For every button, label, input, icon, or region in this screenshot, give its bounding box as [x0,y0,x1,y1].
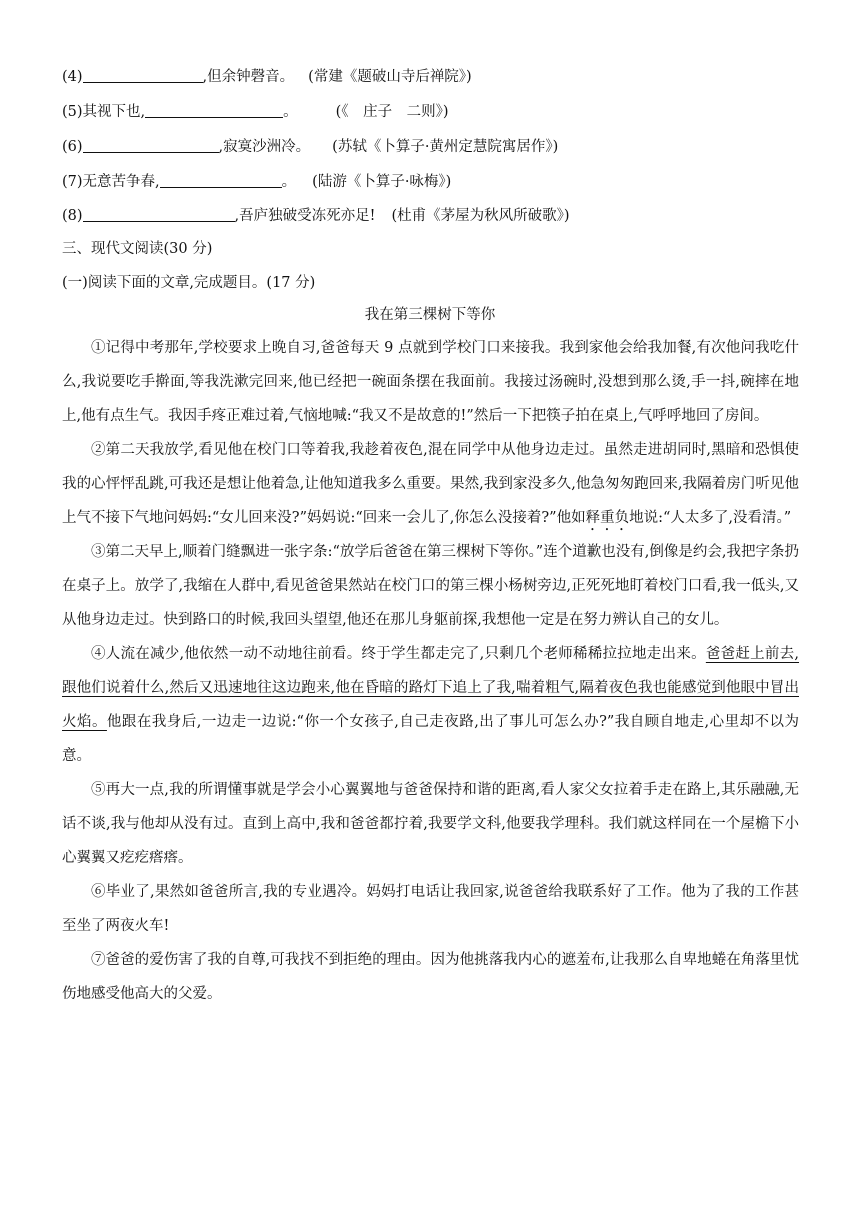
item-text: (5)其视下也, [62,104,146,120]
paragraph-4-text: ④人流在减少,他依然一动不动地往前看。终于学生都走完了,只剩几个老师稀稀拉拉地走出来。 [91,646,706,662]
section-heading: 三、现代文阅读(30 分) [62,241,213,257]
item-source: (杜甫《茅屋为秋风所破歌》) [391,208,570,224]
emphasized-phrase: 释重负 [585,510,630,526]
paragraph-5: ⑤再大一点,我的所谓懂事就是学会小心翼翼地与爸爸保持和谐的距离,看人家父女拉着手走在路上,其乐融融,无话不谈,我与他却从没有过。直到上高中,我和爸爸都拧着,我要学文科,他要我学理科。我们就这样同在一个屋檐下小心翼翼又疙疙瘩瘩。 [62,782,799,866]
paragraph-2-text: ②第二天我放学,看见他在校门口等着我,我趁着夜色,混在同学中从他身边走过。虽然走进胡同时,黑暗和恐惧使我的心怦怦乱跳,可我还是想让他着急,让他知道我多么重要。果然,我到家没多久,他急匆匆跑回来,我隔着房门听见他上气不接下气地问妈妈:“女儿回来没?”妈妈说:“回来一会儿了,你怎么没接着?”他如 [62,442,799,526]
item-number: (8) [62,208,83,224]
item-number: (4) [62,69,83,85]
item-text: ,寂寞沙洲冷。 [218,139,311,155]
item-text: ,吾庐独破受冻死亦足! [234,208,376,224]
item-source: (苏轼《卜算子·黄州定慧院寓居作》) [332,139,559,155]
paragraph-4 [62,637,799,773]
answer-blank[interactable] [160,173,282,188]
item-source: (陆游《卜算子·咏梅》) [312,174,452,190]
recitation-item-4 [62,67,472,87]
item-text: ,但余钟磬音。 [202,69,295,85]
recitation-item-6 [62,137,558,157]
item-text: (7)无意苦争春, [62,174,160,190]
paragraph-7: ⑦爸爸的爱伤害了我的自尊,可我找不到拒绝的理由。因为他挑落我内心的遮羞布,让我那么自卑地蜷在角落里忧伤地感受他高大的父爱。 [62,952,799,1002]
item-source: (常建《题破山寺后禅院》) [308,69,472,85]
answer-blank[interactable] [145,103,283,118]
item-source: (《 庄子 二则》) [335,104,449,120]
paragraph-4-text-end: 他跟在我身后,一边走一边说:“你一个女孩子,自己走夜路,出了事儿可怎么办?”我自顾自地走,心里却不以为意。 [62,714,800,764]
recitation-item-8 [62,206,570,226]
item-number: (6) [62,139,83,155]
answer-blank[interactable] [83,138,219,153]
answer-blank[interactable] [83,207,235,222]
paragraph-1: ①记得中考那年,学校要求上晚自习,爸爸每天 9 点就到学校门口来接我。我到家他会给我加餐,有次他问我吃什么,我说要吃手擀面,等我洗漱完回来,他已经把一碗面条摆在我面前。我接过汤碗时,没想到那么烫,手一抖,碗摔在地上,他有点生气。我因手疼正难过着,气恼地喊:“我又不是故意的!”然后一下把筷子拍在桌上,气呼呼地回了房间。 [62,340,799,424]
paragraph-3: ③第二天早上,顺着门缝飘进一张字条:“放学后爸爸在第三棵树下等你。”连个道歉也没有,倒像是约会,我把字条扔在桌子上。放学了,我缩在人群中,看见爸爸果然站在校门口的第三棵小杨树旁边,正死死地盯着校门口看,我一低头,又从他身边走过。快到路口的时候,我回头望望,他还在那儿身躯前探,我想他一定是在努力辨认自己的女儿。 [62,544,799,628]
recitation-item-7 [62,172,451,192]
sub-heading: (一)阅读下面的文章,完成题目。(17 分) [62,275,316,291]
recitation-item-5 [62,102,448,122]
item-text: 。 [281,174,297,190]
item-text: 。 [283,104,298,120]
article-body [62,331,799,1011]
paragraph-2 [62,433,799,535]
article-title: 我在第三棵树下等你 [364,307,496,323]
paragraph-6: ⑥毕业了,果然如爸爸所言,我的专业遇冷。妈妈打电话让我回家,说爸爸给我联系好了工作。他为了我的工作甚至坐了两夜火车! [62,884,799,934]
answer-blank[interactable] [83,68,203,83]
underlined-sentence: 爸爸赶上前去,跟他们说着什么,然后又迅速地往这边跑来,他在昏暗的路灯下追上了我,喘着粗气,隔着夜色我也能感觉到他眼中冒出火焰。 [62,646,800,730]
paragraph-2-text-end: 地说:“人太多了,没看清。” [629,510,792,526]
